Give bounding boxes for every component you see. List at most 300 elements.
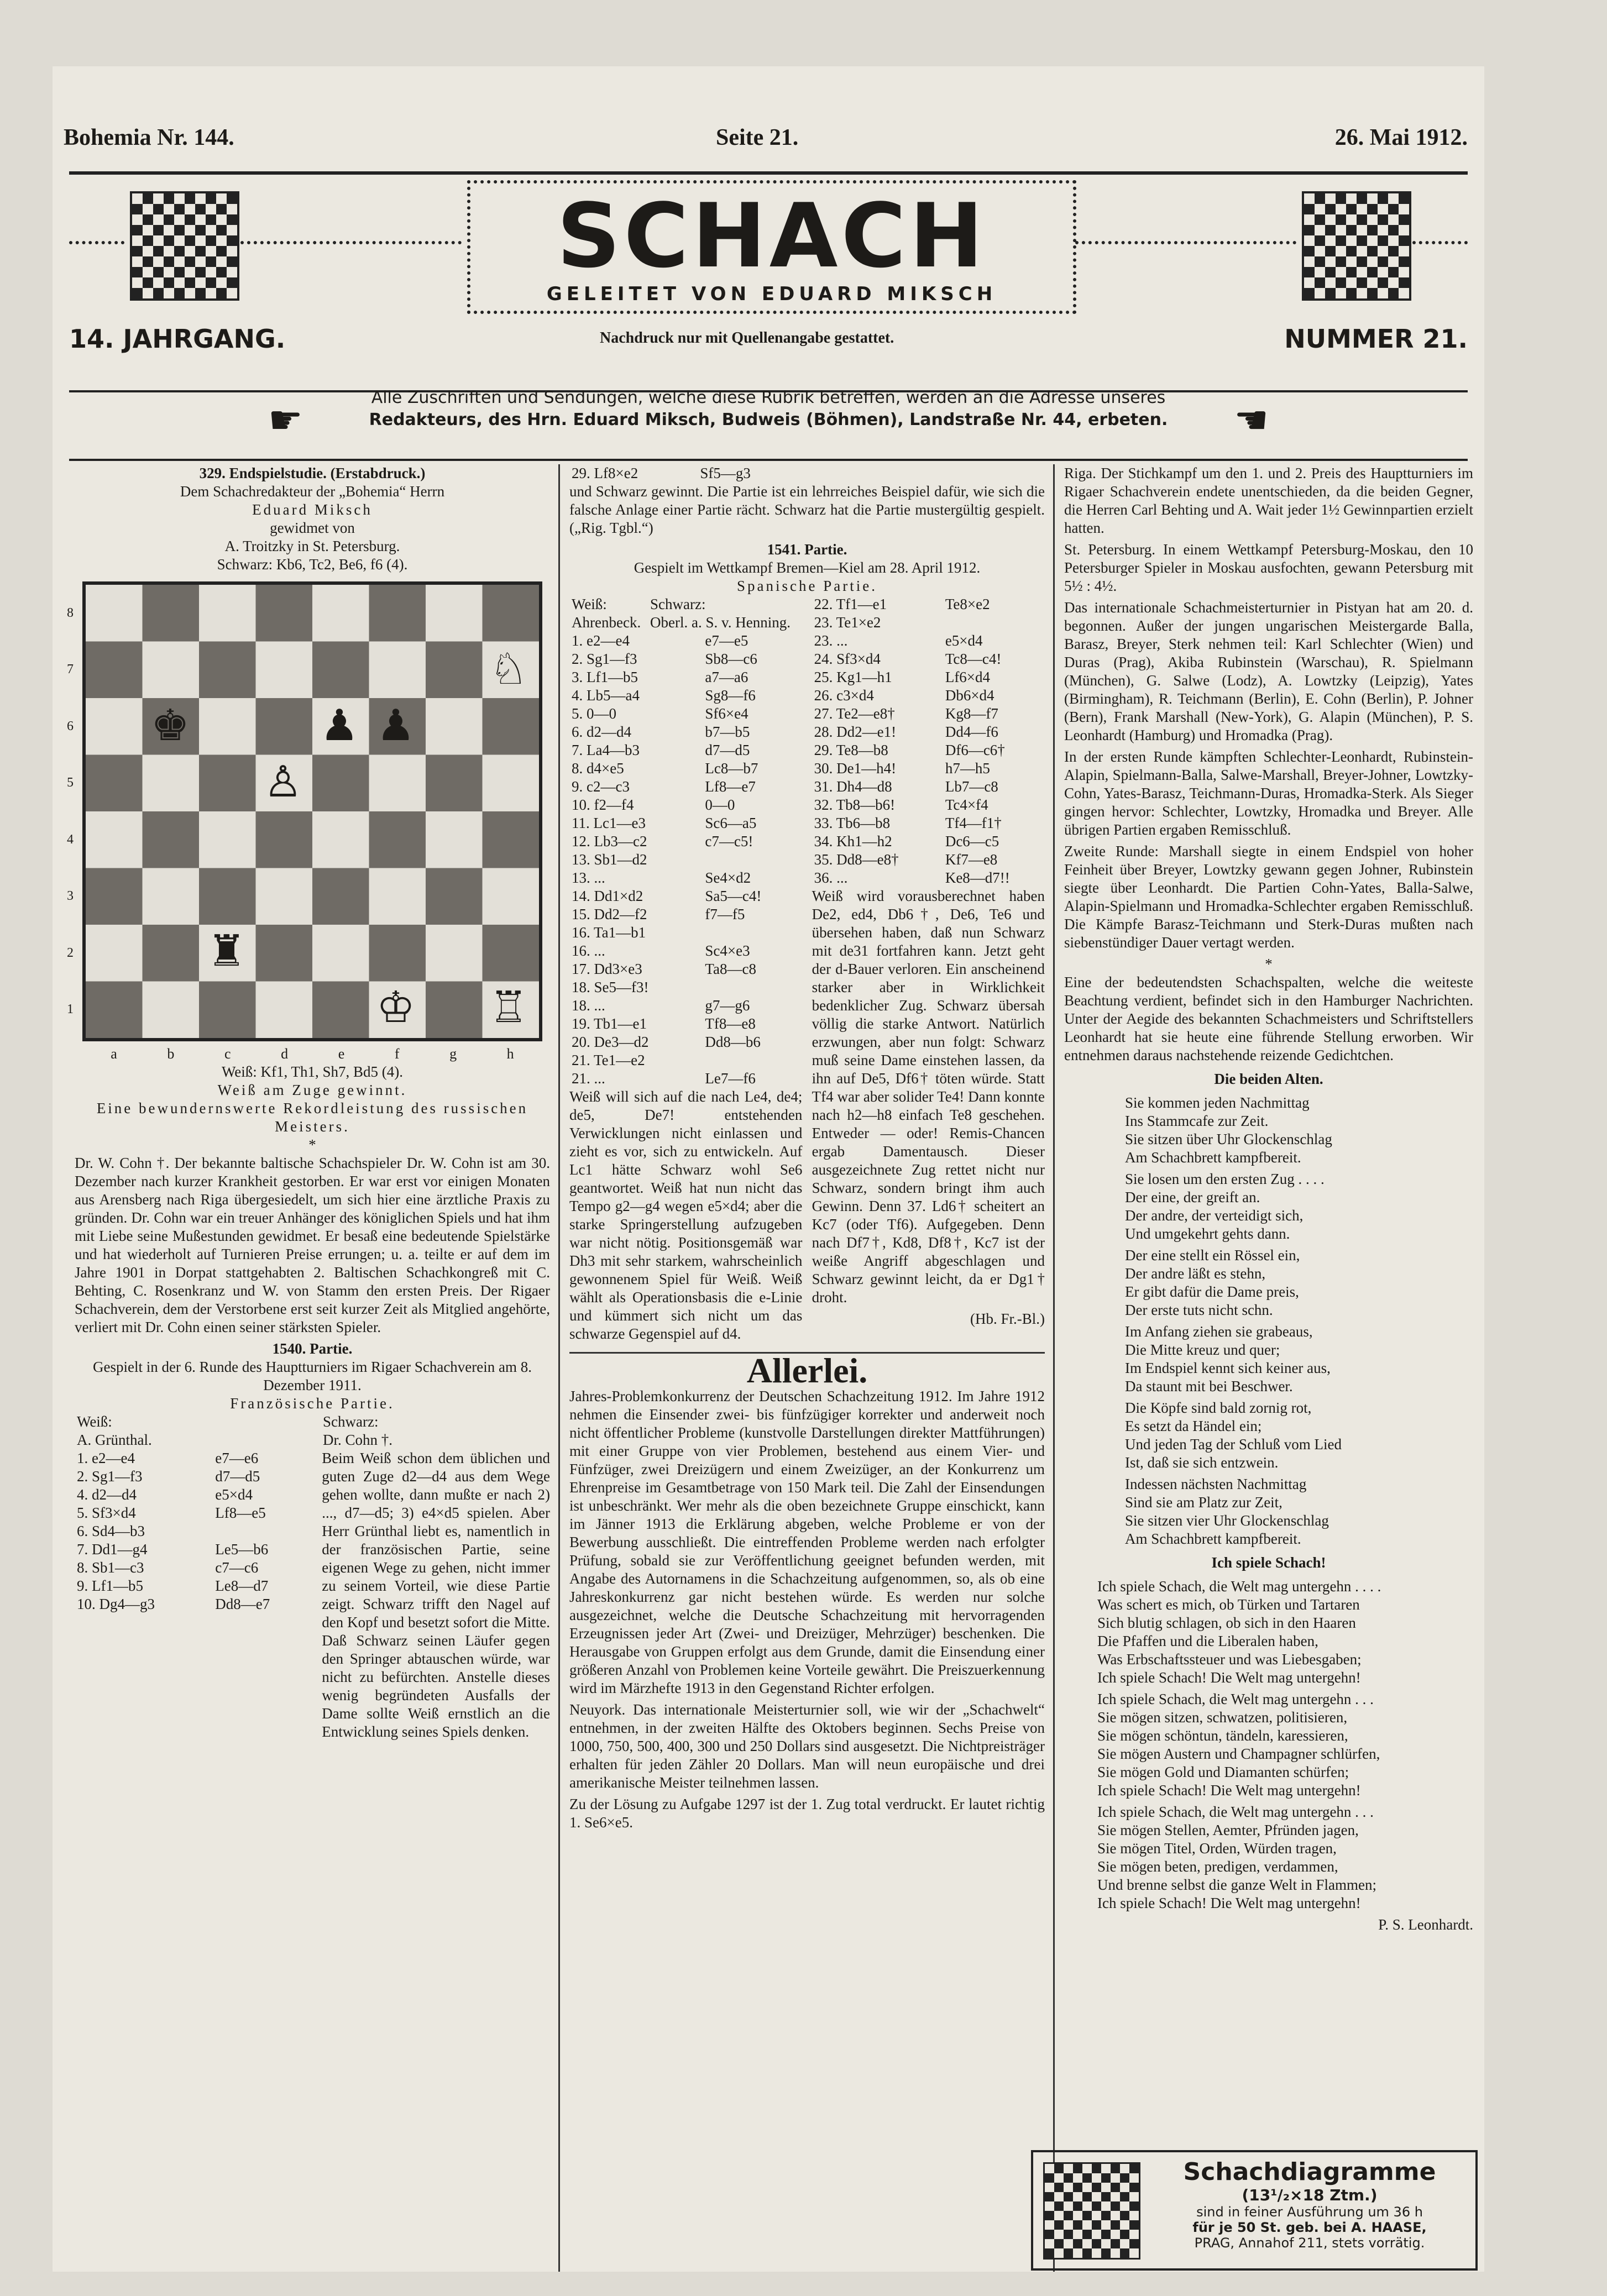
misc-item: Zu der Lösung zu Aufgabe 1297 ist der 1. Zug total verdruckt. Er lautet richtig 1. Se6×e5. <box>569 1796 1045 1831</box>
black-move: h7—h5 <box>945 760 990 777</box>
poem-line: Sie mögen Stellen, Aemter, Pfründen jagen, <box>1097 1822 1359 1838</box>
black-move: Sg8—f6 <box>705 687 756 704</box>
poem-stanza <box>1125 1094 1473 1167</box>
column-3 <box>1064 464 1473 2134</box>
poem-line: Ich spiele Schach! Die Welt mag untergehn! <box>1097 1782 1361 1799</box>
white-move: 14. Dd1×d2 <box>572 888 643 904</box>
dotted-rule-left <box>69 241 124 248</box>
move-row <box>569 705 802 723</box>
move-row <box>569 632 802 650</box>
white-rook-icon: ♖ <box>489 983 528 1031</box>
white-move: 5. Sf3×d4 <box>77 1505 136 1521</box>
poem-stanza <box>1125 1399 1473 1472</box>
black-move: Sc6—a5 <box>705 815 757 831</box>
black-move: Dc6—c5 <box>945 833 999 850</box>
black-move: Ke8—d7!! <box>945 869 1010 886</box>
poem-line: Was schert es mich, ob Türken und Tartaren <box>1097 1596 1360 1613</box>
white-move: 24. Sf3×d4 <box>814 651 881 667</box>
study-remark: Eine bewundernswerte Rekordleistung des russischen Meisters. <box>96 1100 528 1135</box>
poem-line: Was Erbschaftssteuer und was Liebesgaben; <box>1097 1651 1362 1668</box>
rank-label: 6 <box>67 719 74 733</box>
ad-line: für je 50 St. geb. bei A. HAASE, <box>1192 2220 1427 2235</box>
black-move: 0—0 <box>705 796 735 813</box>
move-row <box>812 686 1045 705</box>
file-label: f <box>394 1046 400 1062</box>
move-row <box>569 887 802 905</box>
dedication-line: Eduard Miksch <box>252 501 373 518</box>
white-move: 4. Lb5—a4 <box>572 687 640 704</box>
black-move: Se4×d2 <box>705 869 751 886</box>
poem-line: Ich spiele Schach, die Welt mag untergehn . . . <box>1097 1804 1374 1820</box>
white-move: 10. Dg4—g3 <box>77 1596 155 1612</box>
white-move: 16. Ta1—b1 <box>572 924 646 941</box>
white-move: 28. Dd2—e1! <box>814 724 897 740</box>
move-row <box>569 1033 802 1051</box>
poem-line: Der erste tuts nicht schn. <box>1125 1302 1273 1318</box>
white-move: 33. Tb6—b8 <box>814 815 891 831</box>
white-move: 18. ... <box>572 997 605 1014</box>
move-row <box>569 814 802 832</box>
move-row <box>75 1467 312 1486</box>
move-row <box>569 960 802 978</box>
player-name: A. Grünthal. <box>77 1432 152 1448</box>
rank-label: 4 <box>67 832 74 847</box>
black-king-icon: ♚ <box>151 701 190 749</box>
white-move: 35. Dd8—e8† <box>814 851 899 868</box>
move-row <box>812 595 1045 614</box>
poem-line: Im Anfang ziehen sie grabeaus, <box>1125 1323 1313 1340</box>
file-label: e <box>338 1046 345 1062</box>
move-row <box>812 632 1045 650</box>
black-move: c7—c6 <box>215 1559 259 1576</box>
white-move: 9. Lf1—b5 <box>77 1577 143 1594</box>
file-label: d <box>281 1046 289 1062</box>
white-move: 6. d2—d4 <box>572 724 631 740</box>
rank-label: 7 <box>67 662 74 677</box>
poem-stanza <box>1125 1323 1473 1396</box>
black-move <box>703 924 802 942</box>
poem-line: Sie mögen sitzen, schwatzen, politisieren, <box>1097 1709 1348 1726</box>
move-row <box>569 1015 802 1033</box>
poem-line: Sie mögen Austern und Champagner schlürfen, <box>1097 1745 1380 1762</box>
player-label: Schwarz: <box>650 596 706 612</box>
poem-line: Im Endspiel kennt sich keiner aus, <box>1125 1360 1331 1376</box>
poem-stanza <box>1125 1170 1473 1243</box>
news-item: Zweite Runde: Marshall siegte in einem Endspiel von hoher Feinheit über Breyer, Lowtzky gewann gegen Johner, Rubinstein siegte über Leonhardt. Die Partien Cohn-Yates, Balla-Salwe, Alapin-Spielmann und Hromadka-Schlechter ergaben Remisschluß. Die Kämpfe Barasz-Teichmann und Sterk-Duras mußten nach siebenstündiger Dauer vertagt werden. <box>1064 843 1473 951</box>
black-move: Kf7—e8 <box>945 851 998 868</box>
black-move: b7—b5 <box>705 724 750 740</box>
white-move: 7. La4—b3 <box>572 742 640 758</box>
moves-table <box>75 1449 312 1613</box>
move-row <box>812 668 1045 686</box>
black-move: e7—e5 <box>705 632 748 649</box>
poem-line: Die Köpfe sind bald zornig rot, <box>1125 1399 1312 1416</box>
black-move: Db6×d4 <box>945 687 994 704</box>
section-subtitle: GELEITET VON EDUARD MIKSCH <box>546 283 997 305</box>
players-table <box>569 595 802 632</box>
poem-line: Am Schachbrett kampfbereit. <box>1125 1530 1301 1547</box>
black-move: Le8—d7 <box>215 1577 269 1594</box>
column-rule <box>1053 464 1055 2272</box>
black-move: Tc4×f4 <box>945 796 988 813</box>
black-move: a7—a6 <box>705 669 748 685</box>
player-name: Ahrenbeck. <box>572 614 641 631</box>
move-row <box>569 832 802 851</box>
game-annotation: Beim Weiß schon dem üblichen und guten Zuge d2—d4 aus dem Wege gehen wollte, dann mußte er nach 2) ..., d7—d5; 3) e4×d5 spielen. Aber Herr Grünthal liebt es, namentlich in der französischen Partie, seine eigenen Wege zu gehen, nicht immer zu seinem Vorteil, wie diese Partie zeigt. Schwarz trifft den Nagel auf den Kopf und besetzt sofort die Mitte. Daß Schwarz seinen Läufer gegen den Springer abtauschen würde, war nicht zu befürchten. Anstelle dieses wenig begründeten Ausfalls der Dame sollte Weiß ernstlich an die Entwicklung seines Spiels denken. <box>322 1450 550 1740</box>
misc-item: Neuyork. Das internationale Meisterturnier soll, wie wir der „Schachwelt“ entnehmen, in der zweiten Hälfte des Oktobers beginnen. Sechs Preise von 1000, 750, 500, 400, 300 und 250 Dollars sind ausgesetzt. Die Nichtpreisträger erhalten für jeden Zähler 20 Dollars. Man will neun europäische und drei amerikanische Meister teilnehmen lassen. <box>569 1701 1045 1791</box>
poem-stanza <box>1097 1690 1473 1800</box>
black-move: Dd4—f6 <box>945 724 998 740</box>
news-item: Eine der bedeutendsten Schachspalten, welche die weiteste Beachtung verdient, befindet sich in den Hamburger Nachrichten. Unter der Aegide des bekannten Schachmeisters und Schriftstellers Leonhardt hat sie heute eine führende Stellung erworben. Wir entnehmen daraus nachstehende reizende Gedichtchen. <box>1064 974 1473 1063</box>
reprint-note: Nachdruck nur mit Quellenangabe gestattet. <box>600 329 894 347</box>
poem-line: Ich spiele Schach! Die Welt mag untergehn! <box>1097 1669 1361 1686</box>
white-pieces: Weiß: Kf1, Th1, Sh7, Bd5 (4). <box>221 1063 404 1080</box>
black-move <box>703 1051 802 1070</box>
section-title: SCHACH <box>557 184 987 287</box>
black-move: d7—d5 <box>705 742 750 758</box>
masthead-meta <box>69 324 1468 357</box>
black-move: e7—e6 <box>215 1450 259 1466</box>
white-move: 8. d4×e5 <box>572 760 624 777</box>
move-row <box>75 1559 312 1577</box>
move-row <box>812 796 1045 814</box>
black-pawn-icon: ♟ <box>376 701 415 749</box>
black-move: d7—d5 <box>215 1468 260 1485</box>
black-pawn-icon: ♟ <box>320 701 359 749</box>
study-title: 329. Endspielstudie. (Erstabdruck.) <box>199 465 426 481</box>
white-move: 32. Tb8—b6! <box>814 796 896 813</box>
rank-label: 3 <box>67 889 74 904</box>
advertisement-text <box>1149 2158 1470 2251</box>
poem-line: Ich spiele Schach, die Welt mag untergehn . . . <box>1097 1691 1374 1707</box>
black-move <box>943 614 1045 632</box>
white-move: 23. Te1×e2 <box>814 614 881 631</box>
move-row <box>75 1595 312 1613</box>
move-row <box>569 997 802 1015</box>
poem-line: Er gibt dafür die Dame preis, <box>1125 1283 1299 1300</box>
move-row <box>75 1577 312 1595</box>
black-pieces: Schwarz: Kb6, Tc2, Be6, f6 (4). <box>217 556 408 573</box>
move-row <box>569 778 802 796</box>
poem-line: Sind sie am Platz zur Zeit, <box>1125 1494 1283 1511</box>
white-move: 18. Se5—f3! <box>572 979 649 995</box>
moves-table <box>812 595 1045 887</box>
black-move: Tf8—e8 <box>705 1015 756 1032</box>
player-name: Dr. Cohn †. <box>323 1432 393 1448</box>
white-move: 7. Dd1—g4 <box>77 1541 148 1558</box>
poem-line: Der eine, der greift an. <box>1125 1189 1260 1205</box>
move-row <box>812 832 1045 851</box>
poem-line: Und umgekehrt gehts dann. <box>1125 1225 1290 1242</box>
move-row <box>569 905 802 924</box>
poem-line: Ich spiele Schach! Die Welt mag untergehn! <box>1097 1895 1361 1911</box>
ad-title: Schachdiagramme <box>1183 2158 1436 2186</box>
white-move: 1. e2—e4 <box>77 1450 135 1466</box>
move-row <box>569 978 802 997</box>
white-move: 26. c3×d4 <box>814 687 874 704</box>
black-move: Lc8—b7 <box>705 760 758 777</box>
volume-year: 14. JAHRGANG. <box>69 324 286 354</box>
white-move: 25. Kg1—h1 <box>814 669 892 685</box>
white-move: 13. ... <box>572 869 605 886</box>
player-label: Schwarz: <box>323 1413 379 1430</box>
black-move <box>703 978 802 997</box>
black-move: Le7—f6 <box>705 1070 756 1087</box>
move-row <box>569 1051 802 1070</box>
black-move: Lf6×d4 <box>945 669 991 685</box>
file-label: h <box>506 1046 514 1062</box>
file-label: g <box>449 1046 457 1062</box>
white-move: 20. De3—d2 <box>572 1034 649 1050</box>
poem-stanza <box>1097 1803 1473 1912</box>
black-move: f7—f5 <box>705 906 745 922</box>
move-row <box>569 759 802 778</box>
move-row <box>569 924 802 942</box>
separator-mark: * <box>308 1136 316 1153</box>
poem-stanza <box>1097 1577 1473 1687</box>
white-move: 3. Lf1—b5 <box>572 669 638 685</box>
move-row <box>812 869 1045 887</box>
black-move: Dd8—e7 <box>215 1596 270 1612</box>
white-pawn-icon: ♙ <box>264 758 302 806</box>
opening-name: Französische Partie. <box>230 1395 395 1412</box>
black-move: e5×d4 <box>215 1486 253 1503</box>
black-move: Lb7—c8 <box>945 778 998 795</box>
move-row <box>75 1540 312 1559</box>
news-item: St. Petersburg. In einem Wettkampf Petersburg-Moskau, den 10 Petersburger Spieler in Moskau ausfochten, gewann Petersburg mit 5½ : 4½. <box>1064 541 1473 594</box>
ad-line: sind in feiner Ausführung um 36 h <box>1196 2204 1423 2220</box>
white-move: 22. Tf1—e1 <box>814 596 887 612</box>
poem-line: Sie kommen jeden Nachmittag <box>1125 1094 1310 1111</box>
news-item: Das internationale Schachmeisterturnier in Pistyan hat am 20. d. begonnen. Außer der jungen ungarischen Meistergarde Balla, Barasz, Breyer, Sterk nehmen teil: Karl Schlechter (Wien) und Duras (Prag), Akiba Rubinstein (Warschau), R. Spielmann (München), G. Salwe (Lodz), A. Lowtzky (Leipzig), Yates (Birmingham), R. Teichmann (Berlin), E. Cohn (Berlin), P. Johner (Bern), Frank Marshall (New-York), G. Alapin (München), P. S. Leonhardt (Hamburg) und Hromadka (Prag). <box>1064 599 1473 743</box>
rank-label: 5 <box>67 775 74 790</box>
move-row <box>812 778 1045 796</box>
poem-line: Sie mögen Gold und Diamanten schürfen; <box>1097 1764 1349 1780</box>
ad-line: PRAG, Annahof 211, stets vorrätig. <box>1194 2235 1425 2251</box>
poem-line: Und jeden Tag der Schluß vom Lied <box>1125 1436 1342 1453</box>
black-move: Sa5—c4! <box>705 888 762 904</box>
move-row <box>75 1449 312 1467</box>
header-left: Bohemia Nr. 144. <box>64 125 234 150</box>
poem-line: Der andre läßt es stehn, <box>1125 1265 1266 1282</box>
study-task: Weiß am Zuge gewinnt. <box>217 1082 407 1098</box>
black-move: Sf5—g3 <box>700 465 751 481</box>
poem-line: Der eine stellt ein Rössel ein, <box>1125 1247 1300 1264</box>
moves-table <box>569 632 802 1088</box>
black-move: Lf8—e7 <box>705 778 756 795</box>
black-move: Sc4×e3 <box>705 942 750 959</box>
header-right: 26. Mai 1912. <box>1334 125 1468 150</box>
move-row <box>569 869 802 887</box>
white-move: 11. Lc1—e3 <box>572 815 646 831</box>
poem-stanza <box>1125 1246 1473 1319</box>
column-1 <box>67 464 550 1744</box>
white-king-icon: ♔ <box>376 983 415 1031</box>
rank-label: 2 <box>67 945 74 960</box>
black-move: Tf4—f1† <box>945 815 1002 831</box>
issue-number: NUMMER 21. <box>1284 324 1468 354</box>
move-row <box>569 464 798 483</box>
white-move: 30. De1—h4! <box>814 760 897 777</box>
black-move: e5×d4 <box>945 632 983 649</box>
news-item: In der ersten Runde kämpften Schlechter-Leonhardt, Rubinstein-Alapin, Spielmann-Balla, Salwe-Marshall, Breyer-Johner, Lowtzky-Cohn, Yates-Barasz, Teichmann-Duras, Hromadka-Sterk. Als Sieger gingen hervor: Schlechter, Lowtzky, Hromadka und Breyer. Alle übrigen Partien ergaben Remisschluß. <box>1064 748 1473 838</box>
black-move: Le5—b6 <box>215 1541 269 1558</box>
pointing-hand-icon: ☚ <box>1234 397 1269 443</box>
opening-name: Spanische Partie. <box>737 578 877 594</box>
game-annotation: Weiß will sich auf die nach Le4, de4; de5, De7! entstehenden Verwicklungen nicht einlassen und zieht es vor, sich zu entwickeln. Auf Lc1 hätte Schwarz wohl Se6 geantwortet. Weiß hat nun nicht das Tempo g2—g4 wegen e5×d4; aber die starke Springerstellung aufzugeben war nicht nötig. Positionsgemäß war Dh3 mit sehr starkem, wahrscheinlich gewonnenem Spiel für Weiß. Weiß wählt als Operationsbasis die e-Linie und kümmert sich nicht um das schwarze Gegenspiel auf d4. <box>569 1088 803 1342</box>
move-row <box>569 723 802 741</box>
black-move <box>703 851 802 869</box>
white-move: 27. Te2—e8† <box>814 705 895 722</box>
game-title: 1540. Partie. <box>272 1340 353 1357</box>
dotted-rule-right <box>1412 241 1468 248</box>
poem-line: Ins Stammcafe zur Zeit. <box>1125 1113 1269 1129</box>
poem-line: Die Pfaffen und die Liberalen haben, <box>1097 1633 1318 1649</box>
poem-line: Sie mögen schöntun, tändeln, karessieren, <box>1097 1727 1348 1744</box>
move-row <box>812 705 1045 723</box>
game-info: Gespielt in der 6. Runde des Hauptturniers im Rigaer Schachverein am 8. Dezember 1911. <box>92 1359 532 1393</box>
dedication-line: Dem Schachredakteur der „Bohemia“ Herrn <box>180 483 445 500</box>
header-center: Seite 21. <box>716 125 799 150</box>
white-move: 12. Lb3—c2 <box>572 833 647 850</box>
poem-author: P. S. Leonhardt. <box>1378 1916 1473 1933</box>
file-label: c <box>224 1046 231 1062</box>
move-row <box>569 668 802 686</box>
misc-item: Jahres-Problemkonkurrenz der Deutschen Schachzeitung 1912. Im Jahre 1912 nehmen die Einsender zwei- bis fünfzügiger korrekter und anderweit noch nicht öffentlicher Probleme (kunstvolle Darstellungen direkter Mattführungen) mit einer Gruppe von vier Problemen, bestehend aus einem Vier- und Fünfzüger, zwei Dreizügern und einem Zweizüger, an der Konkurrenz um Ehrenpreise im Gesamtbetrage von 150 Mark teil. Die Zahl der Einsendungen ist unbeschränkt. Wer mehr als die oben bezeichnete Gruppe einschickt, kann im Jänner 1913 die Erklärung abgeben, welche Probleme er von der Bewerbung ausschließt. Die eintreffenden Probleme werden nach erfolgter Prüfung, sobald sie zur Veröffentlichung geeignet befunden werden, mit Angabe des Autornamens in die Schachzeitung aufgenommen, so, als ob eine Jahreskonkurrenz gar nicht bestehen würde. Es werden nur solche ausgezeichnet, welche die Deutsche Schachzeitung mit hervorragenden Erzeugnissen jeder Art (Zwei- und Dreizüger, Mehrzüger) beschenken. Die Herausgabe von Gruppen erfolgt aus dem Grunde, damit die Einsendung einer größeren Anzahl von Problemen keine Vorteile gewährt. Die Preiszuerkennung wird im Märzhefte 1913 in den Gegenstand Richter erfolgen. <box>569 1388 1045 1696</box>
black-move: Lf8—e5 <box>215 1505 266 1521</box>
player-label: Weiß: <box>77 1413 112 1430</box>
checkerboard-ornament-left <box>130 191 239 301</box>
move-row <box>569 741 802 759</box>
poem-line: Indessen nächsten Nachmittag <box>1125 1476 1307 1492</box>
poem-line: Sie sitzen vier Uhr Glockenschlag <box>1125 1512 1329 1529</box>
white-move: 19. Tb1—e1 <box>572 1015 647 1032</box>
white-move: 31. Dh4—d8 <box>814 778 892 795</box>
newspaper-page <box>53 66 1484 2272</box>
checkerboard-ornament <box>1043 2162 1140 2260</box>
black-move: Dd8—b6 <box>705 1034 761 1050</box>
move-row <box>569 796 802 814</box>
column-rule <box>558 464 560 2272</box>
move-row <box>75 1522 312 1540</box>
game-left-half <box>569 595 802 1346</box>
separator-mark: * <box>1265 956 1273 972</box>
black-move: Df6—c6† <box>945 742 1005 758</box>
file-label: b <box>167 1046 175 1062</box>
poem-line: Ich spiele Schach, die Welt mag untergehn . . . . <box>1097 1578 1381 1595</box>
poem-line: Sie mögen beten, predigen, verdammen, <box>1097 1858 1338 1875</box>
player-label: Weiß: <box>572 596 607 612</box>
white-move: 23. ... <box>814 632 848 649</box>
white-knight-icon: ♘ <box>489 645 528 693</box>
notice-line-1: Alle Zuschriften und Sendungen, welche diese Rubrik betreffen, werden an die Adresse unseres <box>371 388 1166 407</box>
black-move: Sf6×e4 <box>705 705 748 722</box>
white-move: 29. Te8—b8 <box>814 742 888 758</box>
file-labels <box>86 1045 539 1063</box>
white-move: 9. c2—c3 <box>572 778 630 795</box>
dotted-rule-left-inner <box>240 241 462 248</box>
editor-notice <box>69 387 1468 461</box>
move-row <box>569 650 802 668</box>
white-move: 36. ... <box>814 869 848 886</box>
notice-line-2: Redakteurs, des Hrn. Eduard Miksch, Budweis (Böhmen), Landstraße Nr. 44, erbeten. <box>369 410 1168 429</box>
poem-stanza <box>1125 1475 1473 1548</box>
white-move: 21. Te1—e2 <box>572 1052 645 1068</box>
black-move: Sb8—c6 <box>705 651 757 667</box>
players-table <box>75 1413 550 1449</box>
white-move: 4. d2—d4 <box>77 1486 137 1503</box>
white-move: 2. Sg1—f3 <box>572 651 637 667</box>
game-right-half <box>812 595 1045 1328</box>
moves-table <box>569 464 798 483</box>
advertisement-box <box>1031 2150 1478 2271</box>
black-move: g7—g6 <box>705 997 750 1014</box>
poem-line: Am Schachbrett kampfbereit. <box>1125 1149 1301 1166</box>
poem-line: Sie sitzen über Uhr Glockenschlag <box>1125 1131 1332 1147</box>
title-box <box>467 180 1076 314</box>
game-title: 1541. Partie. <box>767 541 847 558</box>
misc-heading: Allerlei. <box>746 1351 868 1390</box>
move-row <box>812 814 1045 832</box>
white-move: 16. ... <box>572 942 605 959</box>
white-move: 1. e2—e4 <box>572 632 630 649</box>
masthead <box>69 171 1468 392</box>
rank-label: 1 <box>67 1002 74 1017</box>
black-move <box>213 1522 312 1540</box>
white-move: 15. Dd2—f2 <box>572 906 647 922</box>
poem-line: Da staunt mit bei Beschwer. <box>1125 1378 1293 1395</box>
black-move: Kg8—f7 <box>945 705 998 722</box>
white-move: 29. Lf8×e2 <box>572 465 638 481</box>
white-move: 34. Kh1—h2 <box>814 833 892 850</box>
white-move: 5. 0—0 <box>572 705 616 722</box>
black-move: Tc8—c4! <box>945 651 1002 667</box>
black-move: Te8×e2 <box>945 596 990 612</box>
white-move: 10. f2—f4 <box>572 796 634 813</box>
dedication-line: gewidmet von <box>270 520 355 536</box>
white-move: 13. Sb1—d2 <box>572 851 647 868</box>
move-row <box>569 686 802 705</box>
file-label: a <box>111 1046 117 1062</box>
move-row <box>75 1504 312 1522</box>
move-row <box>812 759 1045 778</box>
move-row <box>569 851 802 869</box>
game-info: Gespielt im Wettkampf Bremen—Kiel am 28. April 1912. <box>634 559 981 576</box>
dotted-rule-right-inner <box>1075 241 1296 248</box>
poem-line: Sie mögen Titel, Orden, Würden tragen, <box>1097 1840 1337 1857</box>
obituary: Dr. W. Cohn †. Der bekannte baltische Schachspieler Dr. W. Cohn ist am 30. Dezember nach kurzer Krankheit gestorben. Er war erst vor einigen Monaten aus Arensberg nach Riga übergesiedelt, um sich hier eine ärztliche Praxis zu gründen. Dr. Cohn war ein treuer Anhänger des königlichen Spiels und hat ihm mit Liebe seine Mußestunden gewidmet. Er besaß eine bedeutende Spielstärke und hat wiederholt auf Turnieren Preise errungen; u. a. teilte er auf dem im Jahre 1901 in Dorpat stattgehabten 2. Baltischen Schachkongreß mit C. Behting, C. Rosenkranz und W. von Stamm den ersten Preis. Der Rigaer Schachverein, dem der Verstorbene erst seit kurzer Zeit als Mitglied angehörte, verliert mit Dr. Cohn einen seiner stärksten Spieler. <box>75 1155 550 1335</box>
poem-title: Die beiden Alten. <box>1214 1071 1323 1087</box>
game-annotation: Weiß wird vorausberechnet haben De2, ed4, Db6†, De6, Te6 und übersehen haben, daß nun Schwarz mit de31 fortfahren kann. Jetzt geht der d-Bauer verloren. Ein anscheinend starker aber in Wirklichkeit bedenklicher Zug. Schwarz übersah völlig die starke Antwort. Natürlich erzwungen, aber nun folgt: Schwarz muß seine Dame einstehen lassen, da ihn auf De5, Df6† töten würde. Statt Tf4 war aber solider Te4! Dann konnte nach h2—h8 einfach Te8 geschehen. Entweder — oder! Remis-Chancen ergab Damentausch. Dieser ausgezeichnete Zug rettet nicht nur Schwarz, sondern bringt ihm auch Gewinn. Denn 37. Ld6† scheitert an Kc7 (oder Tf6). Aufgegeben. Denn nach Df7†, Kd8, Df8†, Kc7 ist der weiße Angriff abgeschlagen und Schwarz gewinnt leicht, da er Dg1† droht. <box>812 888 1045 1306</box>
poem <box>1064 1577 1473 1912</box>
poem-line: Und brenne selbst die ganze Welt in Flammen; <box>1097 1876 1376 1893</box>
move-row <box>569 1070 802 1088</box>
black-move: c7—c5! <box>705 833 753 850</box>
white-move: 8. Sb1—c3 <box>77 1559 144 1576</box>
game-annotation: und Schwarz gewinnt. Die Partie ist ein lehrreiches Beispiel dafür, wie sich die falsche Anlage einer Partie rächt. Schwarz hat die Partie mustergültig gespielt. („Rig. Tgbl.“) <box>569 483 1045 536</box>
black-move: Ta8—c8 <box>705 961 756 977</box>
poem-line: Es setzt da Händel ein; <box>1125 1418 1262 1434</box>
chess-diagram <box>67 581 542 1041</box>
move-row <box>812 614 1045 632</box>
pointing-hand-icon: ☛ <box>268 397 303 443</box>
move-row <box>569 942 802 960</box>
white-move: 21. ... <box>572 1070 605 1087</box>
checkerboard-ornament-right <box>1302 191 1411 301</box>
move-row <box>75 1486 312 1504</box>
dedication-line: A. Troitzky in St. Petersburg. <box>224 538 400 554</box>
rank-labels <box>67 585 74 1038</box>
